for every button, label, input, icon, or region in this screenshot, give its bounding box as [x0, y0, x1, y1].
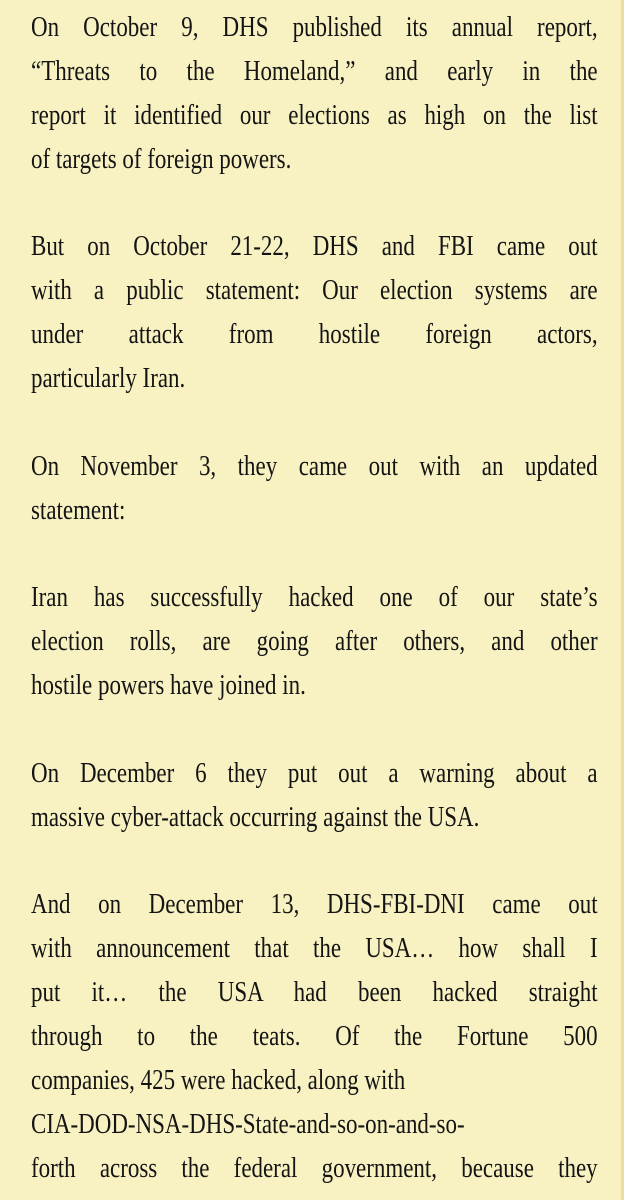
text-line: On October 9, DHS published its annual report, — [31, 12, 598, 43]
text-line: election rolls, are going after others, and other — [31, 626, 598, 657]
text-line: On November 3, they came out with an updated — [31, 451, 598, 482]
text-line: through to the teats. Of the Fortune 500 — [31, 1021, 598, 1052]
text-line: statement: — [31, 495, 126, 526]
text-line: under attack from hostile foreign actors, — [31, 319, 598, 350]
text-line: On December 6 they put out a warning about a — [31, 758, 598, 789]
paragraph-4 — [31, 576, 598, 708]
text-line: CIA-DOD-NSA-DHS-State-and-so-on-and-so- — [31, 1109, 465, 1140]
text-line: companies, 425 were hacked, along with — [31, 1065, 406, 1096]
text-line: And on December 13, DHS-FBI-DNI came out — [31, 889, 598, 920]
text-line: But on October 21-22, DHS and FBI came out — [31, 231, 598, 262]
text-line: with a public statement: Our election systems are — [31, 275, 598, 306]
text-line: particularly Iran. — [31, 363, 186, 394]
paragraph-3 — [31, 445, 598, 533]
text-line: “Threats to the Homeland,” and early in the — [31, 56, 598, 87]
text-line: hostile powers have joined in. — [31, 670, 306, 701]
text-line: with announcement that the USA… how shall I — [31, 933, 598, 964]
paragraph-2 — [31, 225, 598, 401]
text-line: of targets of foreign powers. — [31, 144, 292, 175]
text-line: Iran has successfully hacked one of our state’s — [31, 582, 598, 613]
paragraph-6 — [31, 883, 598, 1191]
text-line: massive cyber-attack occurring against the USA. — [31, 802, 480, 833]
text-line: report it identified our elections as high on the list — [31, 100, 598, 131]
paragraph-1 — [31, 6, 598, 182]
text-line: forth across the federal government, because they — [31, 1153, 598, 1184]
text-line: put it… the USA had been hacked straight — [31, 977, 598, 1008]
paragraph-5 — [31, 752, 598, 840]
